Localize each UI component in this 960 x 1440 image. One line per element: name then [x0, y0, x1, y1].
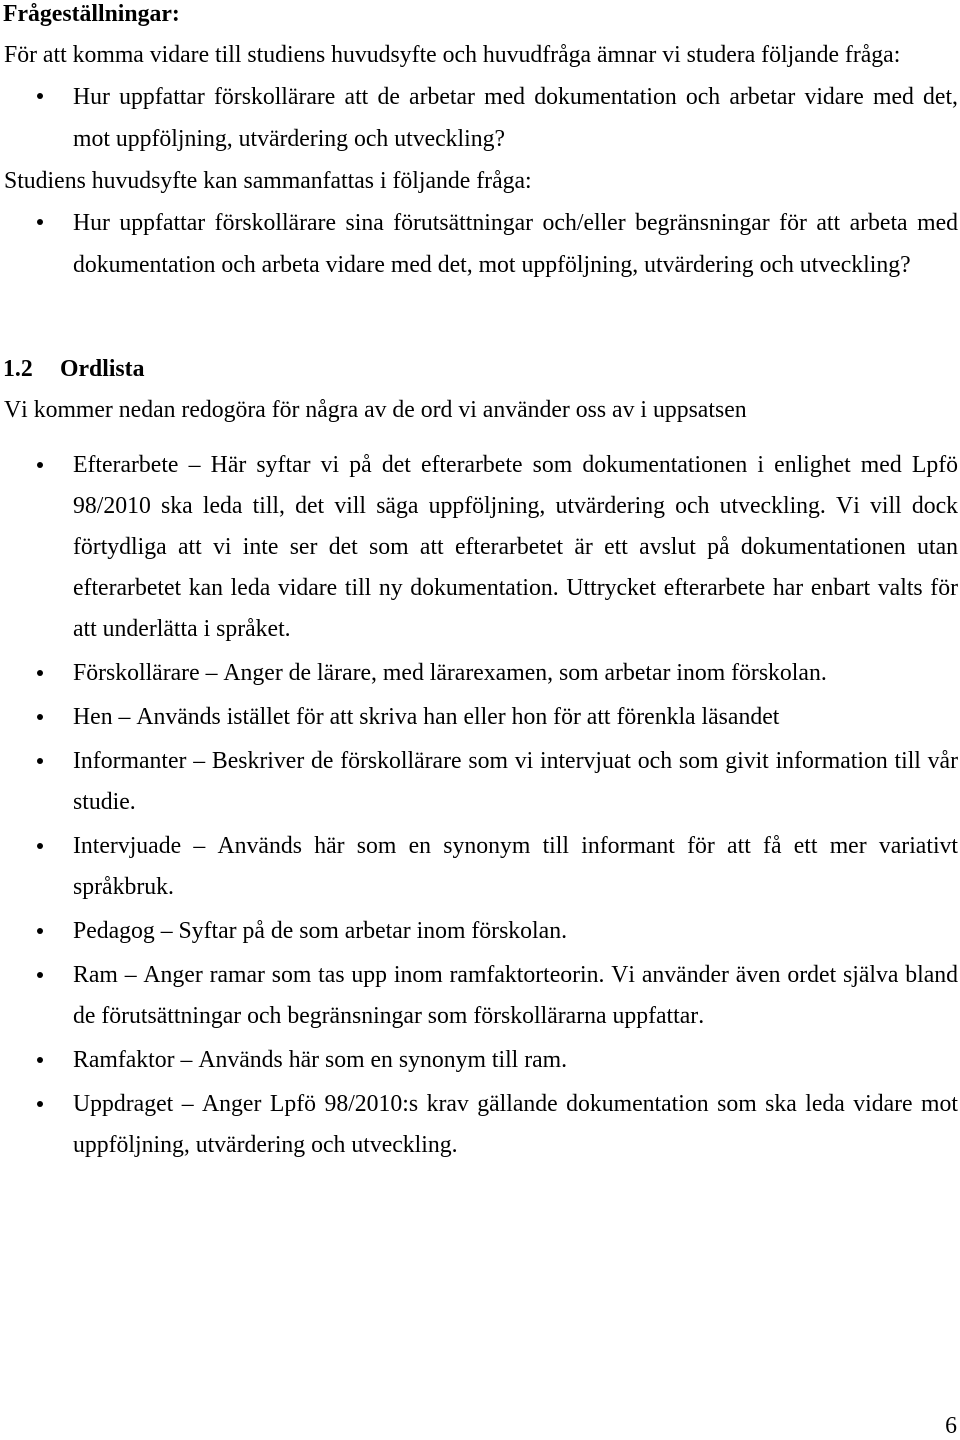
glossary-definition: Anger de lärare, med lärarexamen, som arbetar inom förskolan. — [223, 660, 827, 686]
glossary-term: Hen — [73, 704, 113, 730]
glossary-item — [73, 826, 958, 908]
glossary-term: Uppdraget — [73, 1091, 174, 1117]
section-title: Ordlista — [60, 356, 145, 382]
term-separator: – — [160, 918, 173, 944]
term-separator: – — [181, 1091, 194, 1117]
research-questions-section — [0, 0, 960, 286]
glossary-definition: Används här som en synonym till ram. — [198, 1047, 568, 1073]
term-separator: – — [124, 962, 137, 988]
term-separator: – — [180, 1047, 193, 1073]
glossary-term: Efterarbete — [73, 452, 179, 478]
bullet-icon — [37, 1101, 43, 1107]
glossary-term: Intervjuade — [73, 833, 182, 859]
list-item — [73, 202, 958, 286]
bullet-icon — [37, 462, 43, 468]
term-separator: – — [193, 748, 206, 774]
glossary-item — [73, 1084, 958, 1166]
glossary-definition: Används här som en synonym till informant för att få ett mer variativt språkbruk. — [73, 833, 959, 900]
glossary-item — [73, 955, 958, 1037]
glossary-item — [73, 445, 958, 650]
glossary-definition: Anger ramar som tas upp inom ramfaktorteorin. Vi använder även ordet själva bland de förutsättningar och begränsningar som förskollärarna uppfattar. — [73, 962, 958, 1029]
bullet-icon — [37, 972, 43, 978]
purpose-question-text: Hur uppfattar förskollärare sina förutsättningar och/eller begränsningar för att arbeta med dokumentation och arbeta vidare med det, mot uppföljning, utvärdering och utveckling? — [73, 210, 958, 278]
glossary-list — [0, 445, 960, 1166]
term-separator: – — [188, 452, 201, 478]
glossary-item — [73, 741, 958, 823]
bullet-icon — [37, 670, 43, 676]
glossary-intro-paragraph: Vi kommer nedan redogöra för några av de ord vi använder oss av i uppsatsen — [4, 397, 747, 423]
glossary-section — [0, 349, 960, 1166]
main-question-list — [0, 76, 960, 160]
purpose-question-list — [0, 202, 960, 286]
term-separator: – — [118, 704, 131, 730]
section-number: 1.2 — [3, 356, 33, 382]
list-item — [73, 76, 958, 160]
glossary-item — [73, 911, 958, 952]
questions-intro-paragraph: För att komma vidare till studiens huvudsyfte och huvudfråga ämnar vi studera följande fråga: — [4, 42, 901, 68]
glossary-term: Förskollärare — [73, 660, 200, 686]
bullet-icon — [37, 219, 43, 225]
bullet-icon — [37, 1057, 43, 1063]
bullet-icon — [37, 843, 43, 849]
page-number: 6 — [945, 1413, 957, 1439]
glossary-item — [73, 653, 958, 694]
main-question-text: Hur uppfattar förskollärare att de arbetar med dokumentation och arbetar vidare med det, mot uppföljning, utvärdering och utveckling? — [73, 84, 958, 152]
glossary-heading — [0, 349, 960, 390]
research-questions-heading: Frågeställningar: — [3, 1, 180, 27]
glossary-term: Informanter — [73, 748, 187, 774]
glossary-term: Pedagog — [73, 918, 155, 944]
bullet-icon — [37, 758, 43, 764]
glossary-definition: Syftar på de som arbetar inom förskolan. — [178, 918, 568, 944]
purpose-intro-paragraph: Studiens huvudsyfte kan sammanfattas i följande fråga: — [4, 168, 532, 194]
glossary-item — [73, 1040, 958, 1081]
bullet-icon — [37, 714, 43, 720]
bullet-icon — [37, 93, 43, 99]
glossary-item — [73, 697, 958, 738]
bullet-icon — [37, 928, 43, 934]
glossary-definition: Anger Lpfö 98/2010:s krav gällande dokumentation som ska leda vidare mot uppföljning, utvärdering och utveckling. — [73, 1091, 958, 1158]
term-separator: – — [205, 660, 218, 686]
glossary-term: Ramfaktor — [73, 1047, 175, 1073]
glossary-definition: Här syftar vi på det efterarbete som dokumentationen i enlighet med Lpfö 98/2010 ska leda till, det vill säga uppföljning, utvärdering och utveckling. Vi vill dock förtydliga att vi inte ser det som att efterarbetet är ett avslut på dokumentationen utan efterarbetet kan leda vidare till ny dokumentation. Uttrycket efterarbete har enbart valts för att underlätta i språket. — [73, 452, 959, 642]
glossary-definition: Beskriver de förskollärare som vi intervjuat och som givit information till vår studie. — [73, 748, 959, 815]
glossary-definition: Används istället för att skriva han eller hon för att förenkla läsandet — [136, 704, 780, 730]
glossary-term: Ram — [73, 962, 118, 988]
term-separator: – — [193, 833, 206, 859]
